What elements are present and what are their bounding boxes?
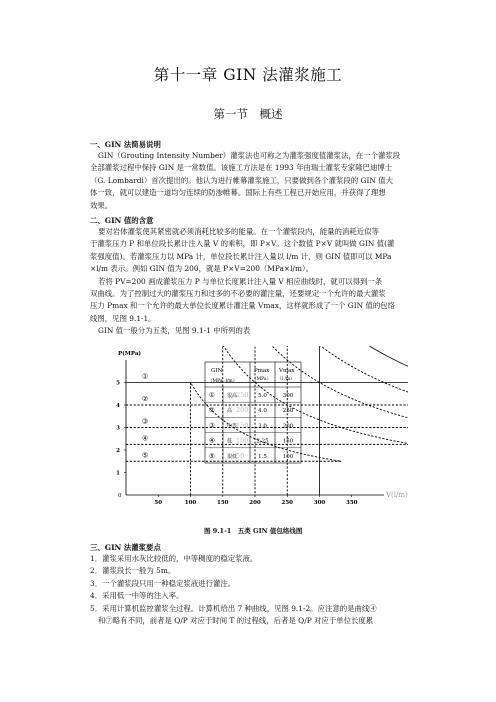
x-tick-label: 350	[346, 500, 358, 506]
table-cell-pmax: 1.5	[258, 453, 267, 460]
text-line: 浆强度值)。若灌浆压力以 MPa 计，单位段长累计注入量以 l/m 计，则 GIN 值即可以 MPa	[90, 251, 392, 261]
y-tick-label: 5	[116, 380, 120, 387]
list-item: 3．一个灌浆段只用一种稳定浆液进行灌注。	[90, 578, 236, 588]
table-cell-no: ⑤	[209, 451, 215, 460]
table-cell-no: ③	[209, 421, 215, 430]
table-gin-watermark: 200	[236, 406, 249, 415]
table-cell-pmax: 5.0	[258, 393, 267, 399]
text-line: 要对岩体灌浆使其紧密就必须消耗比较多的能量。在一个灌浆段内，能量的消耗近似等	[98, 227, 379, 236]
text-line: 线图，见图 9.1-1。	[90, 313, 156, 323]
x-axis-label: V(l/m)	[386, 491, 408, 499]
table-cell-vmax: 150	[282, 438, 294, 445]
table-gin-watermark: 250	[236, 391, 249, 399]
table-unit-gin: （MPa ·l/m）	[208, 379, 238, 384]
table-header-pmax: Pmax	[254, 368, 270, 374]
text-line: （G. Lombardi）首次提出的。他认为进行帷幕灌浆施工，只要做到各个灌浆段的 GIN 值大	[90, 175, 393, 185]
table-cell-vmax: 200	[282, 423, 294, 430]
table-cell-vmax: 300	[282, 393, 294, 399]
list-item: 和⑦略有不同，前者是 Q/P 对应于时间 T 的过程线，后者是 Q/P 对应于单位长度累	[98, 616, 374, 626]
paragraph-gin-intro	[90, 150, 408, 212]
x-tick-label: 300	[313, 500, 326, 506]
heading-gin-meaning: 二、GIN 值的含意	[90, 216, 154, 225]
heading-gin-points: 三、GIN 法灌浆要点	[90, 543, 161, 552]
gin-table	[205, 362, 301, 463]
chapter-title: 第十一章 GIN 法灌浆施工	[153, 66, 343, 84]
text-line: 全部灌浆过程中保持 GIN 是一常数值。该施工方法是在 1993 年由瑞士灌浆专家隆巴迪博士	[90, 163, 393, 173]
table-gin-watermark: 150	[236, 421, 249, 430]
gin-envelope-chart	[88, 346, 408, 522]
x-tick-label: 100	[184, 500, 197, 506]
table-cell-vmax: 100	[282, 453, 294, 460]
table-header-vmax: Vmax	[279, 368, 295, 374]
table-header-gin: GIN	[211, 368, 223, 374]
list-item: 4．采用低一中等的注入率。	[90, 591, 184, 601]
list-gin-points	[90, 553, 408, 627]
x-tick-label: 250	[281, 500, 293, 506]
origin-label: 0	[118, 493, 122, 499]
table-gin-watermark: 100	[236, 436, 249, 445]
text-line: 效果。	[90, 200, 113, 210]
table-unit-pmax: （MPa）	[252, 377, 272, 382]
table-cell-class: 很高	[227, 393, 238, 399]
paragraph-gin-meaning	[90, 226, 408, 338]
y-tick-label: 1	[116, 470, 120, 477]
table-cell-class: 中等	[227, 423, 238, 430]
curve-label: ②	[142, 395, 149, 403]
text-line: 双曲线。为了控制过大的灌浆压力和过多的不必要的灌注量，还要规定一个允许的最大灌浆	[90, 289, 386, 299]
y-tick-label: 3	[116, 425, 120, 432]
table-cell-pmax: 2.25	[256, 438, 269, 445]
y-tick-label: 2	[116, 448, 120, 454]
x-tick-label: 150	[217, 500, 229, 506]
table-cell-pmax: 3.0	[258, 423, 267, 430]
curve-label: ⑤	[142, 451, 149, 460]
section-title: 第一节 概述	[213, 107, 283, 121]
table-gin-watermark: 50	[236, 451, 245, 460]
list-item: 1．灌浆采用水灰比较低的，中等稠度的稳定浆液。	[90, 554, 258, 563]
table-cell-class: 很低	[227, 453, 238, 460]
list-item: 5．采用计算机监控灌浆全过程。计算机给出 7 种曲线，见图 9.1-2。应注意的是曲线④	[90, 603, 377, 613]
text-line: GIN（Grouting Intensity Number）灌浆法也可称之为灌浆强度值灌浆法，在一个灌浆段	[98, 151, 401, 160]
table-unit-vmax: （l /m）	[277, 377, 295, 382]
list-item: 2．灌浆段长一般为 5m。	[90, 566, 176, 576]
heading-gin-intro: 一、GIN 法简易说明	[90, 140, 161, 149]
table-cell-pmax: 4.0	[258, 408, 267, 415]
text-line: 压力 Pmax 和一个允许的最大单位长度累计灌注量 Vmax，这样就形成了一个 GIN 值的包络	[90, 301, 396, 311]
text-line: GIN 值一般分为五类，见图 9.1-1 中所列的表	[98, 326, 251, 336]
table-cell-vmax: 250	[282, 408, 294, 415]
curve-label: ①	[142, 372, 149, 381]
table-cell-no: ①	[209, 391, 215, 399]
table-cell-no: ④	[209, 436, 215, 445]
y-tick-label: 4	[116, 403, 120, 409]
x-tick-label: 50	[154, 500, 163, 506]
x-tick-label: 200	[249, 500, 261, 506]
gin-curve	[126, 383, 341, 496]
y-axis-label: P(MPa)	[118, 351, 141, 357]
figure-caption: 图 9.1-1 五类 GIN 值包络线图	[204, 527, 303, 535]
table-cell-class: 高	[227, 408, 233, 415]
text-line: 若将 PV=200 画成灌浆压力 P 与单位长度累计注入量 V 相应曲线时，就可以得到一条	[98, 276, 383, 286]
text-line: 体一致，就可以建造一道均匀连续的防渗帷幕。国际上有些工程已开始应用，并获得了理想	[90, 188, 386, 198]
text-line: ×l/m 表示。例如 GIN 值为 200，就是 P×V=200（MPa×l/m）。	[90, 264, 314, 274]
text-line: 于灌浆压力 P 和单位段长累计注入量 V 的乘积，即 P×V。这个数值 P×V 就叫做 GIN 值(灌	[90, 239, 395, 249]
table-cell-no: ②	[209, 406, 215, 415]
table-cell-class: 低	[227, 438, 233, 445]
curve-label: ④	[142, 434, 149, 443]
curve-label: ③	[142, 417, 149, 426]
